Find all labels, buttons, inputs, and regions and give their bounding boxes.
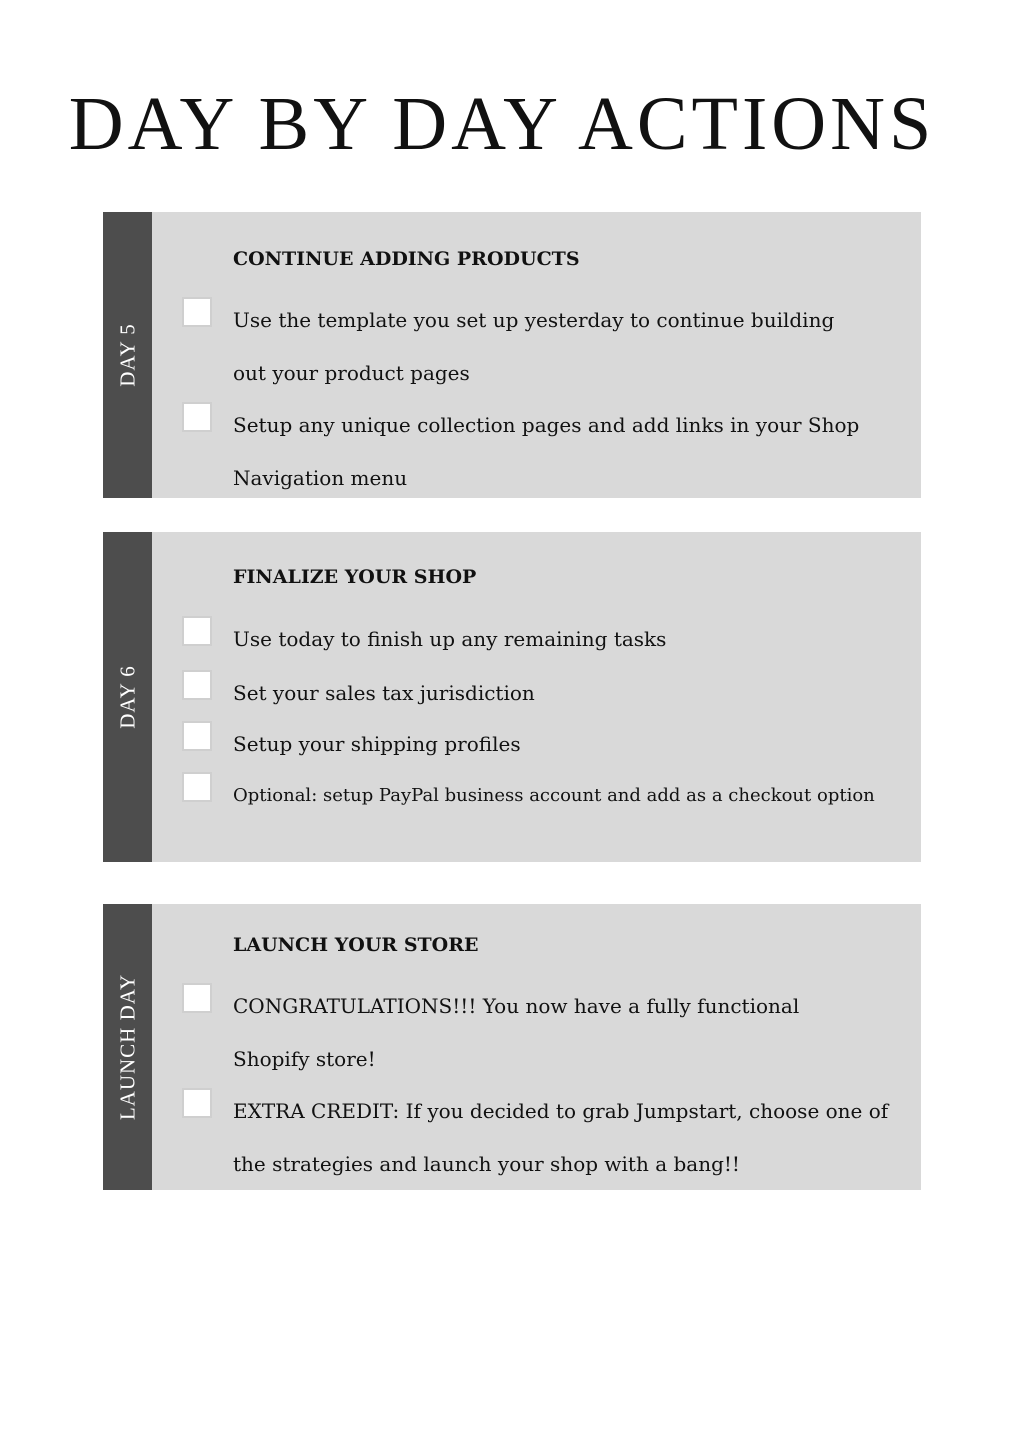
section-heading: CONTINUE ADDING PRODUCTS — [233, 248, 580, 270]
task-checkbox[interactable] — [182, 772, 212, 802]
launch-day-section — [103, 904, 921, 1190]
section-heading: FINALIZE YOUR SHOP — [233, 566, 477, 588]
task-text: CONGRATULATIONS!!! You now have a fully functional Shopify store! — [233, 994, 800, 1071]
task-checkbox[interactable] — [182, 297, 212, 327]
day-tab — [103, 532, 152, 862]
day-6-section — [103, 532, 921, 862]
task-text: Use the template you set up yesterday to continue building out your product pages — [233, 308, 835, 385]
task-checkbox[interactable] — [182, 402, 212, 432]
day-tab — [103, 212, 152, 498]
task-text: EXTRA CREDIT: If you decided to grab Jumpstart, choose one of the strategies and launch your shop with a bang!! — [233, 1099, 889, 1176]
day-label: DAY 6 — [115, 665, 139, 729]
task-text: Set your sales tax jurisdiction — [233, 681, 535, 705]
task-checkbox[interactable] — [182, 983, 212, 1013]
task-text: Optional: setup PayPal business account and add as a checkout option — [233, 785, 875, 806]
task-checkbox[interactable] — [182, 721, 212, 751]
task-checkbox[interactable] — [182, 670, 212, 700]
task-checkbox[interactable] — [182, 1088, 212, 1118]
section-heading: LAUNCH YOUR STORE — [233, 934, 479, 956]
task-text: Setup any unique collection pages and add links in your Shop Navigation menu — [233, 413, 860, 490]
day-5-section — [103, 212, 921, 498]
page-title: DAY BY DAY ACTIONS — [68, 82, 936, 166]
task-text: Setup your shipping profiles — [233, 732, 521, 756]
day-label: DAY 5 — [115, 323, 139, 387]
day-label: LAUNCH DAY — [115, 973, 139, 1121]
day-tab — [103, 904, 152, 1190]
task-checkbox[interactable] — [182, 616, 212, 646]
task-text: Use today to finish up any remaining tasks — [233, 627, 667, 651]
